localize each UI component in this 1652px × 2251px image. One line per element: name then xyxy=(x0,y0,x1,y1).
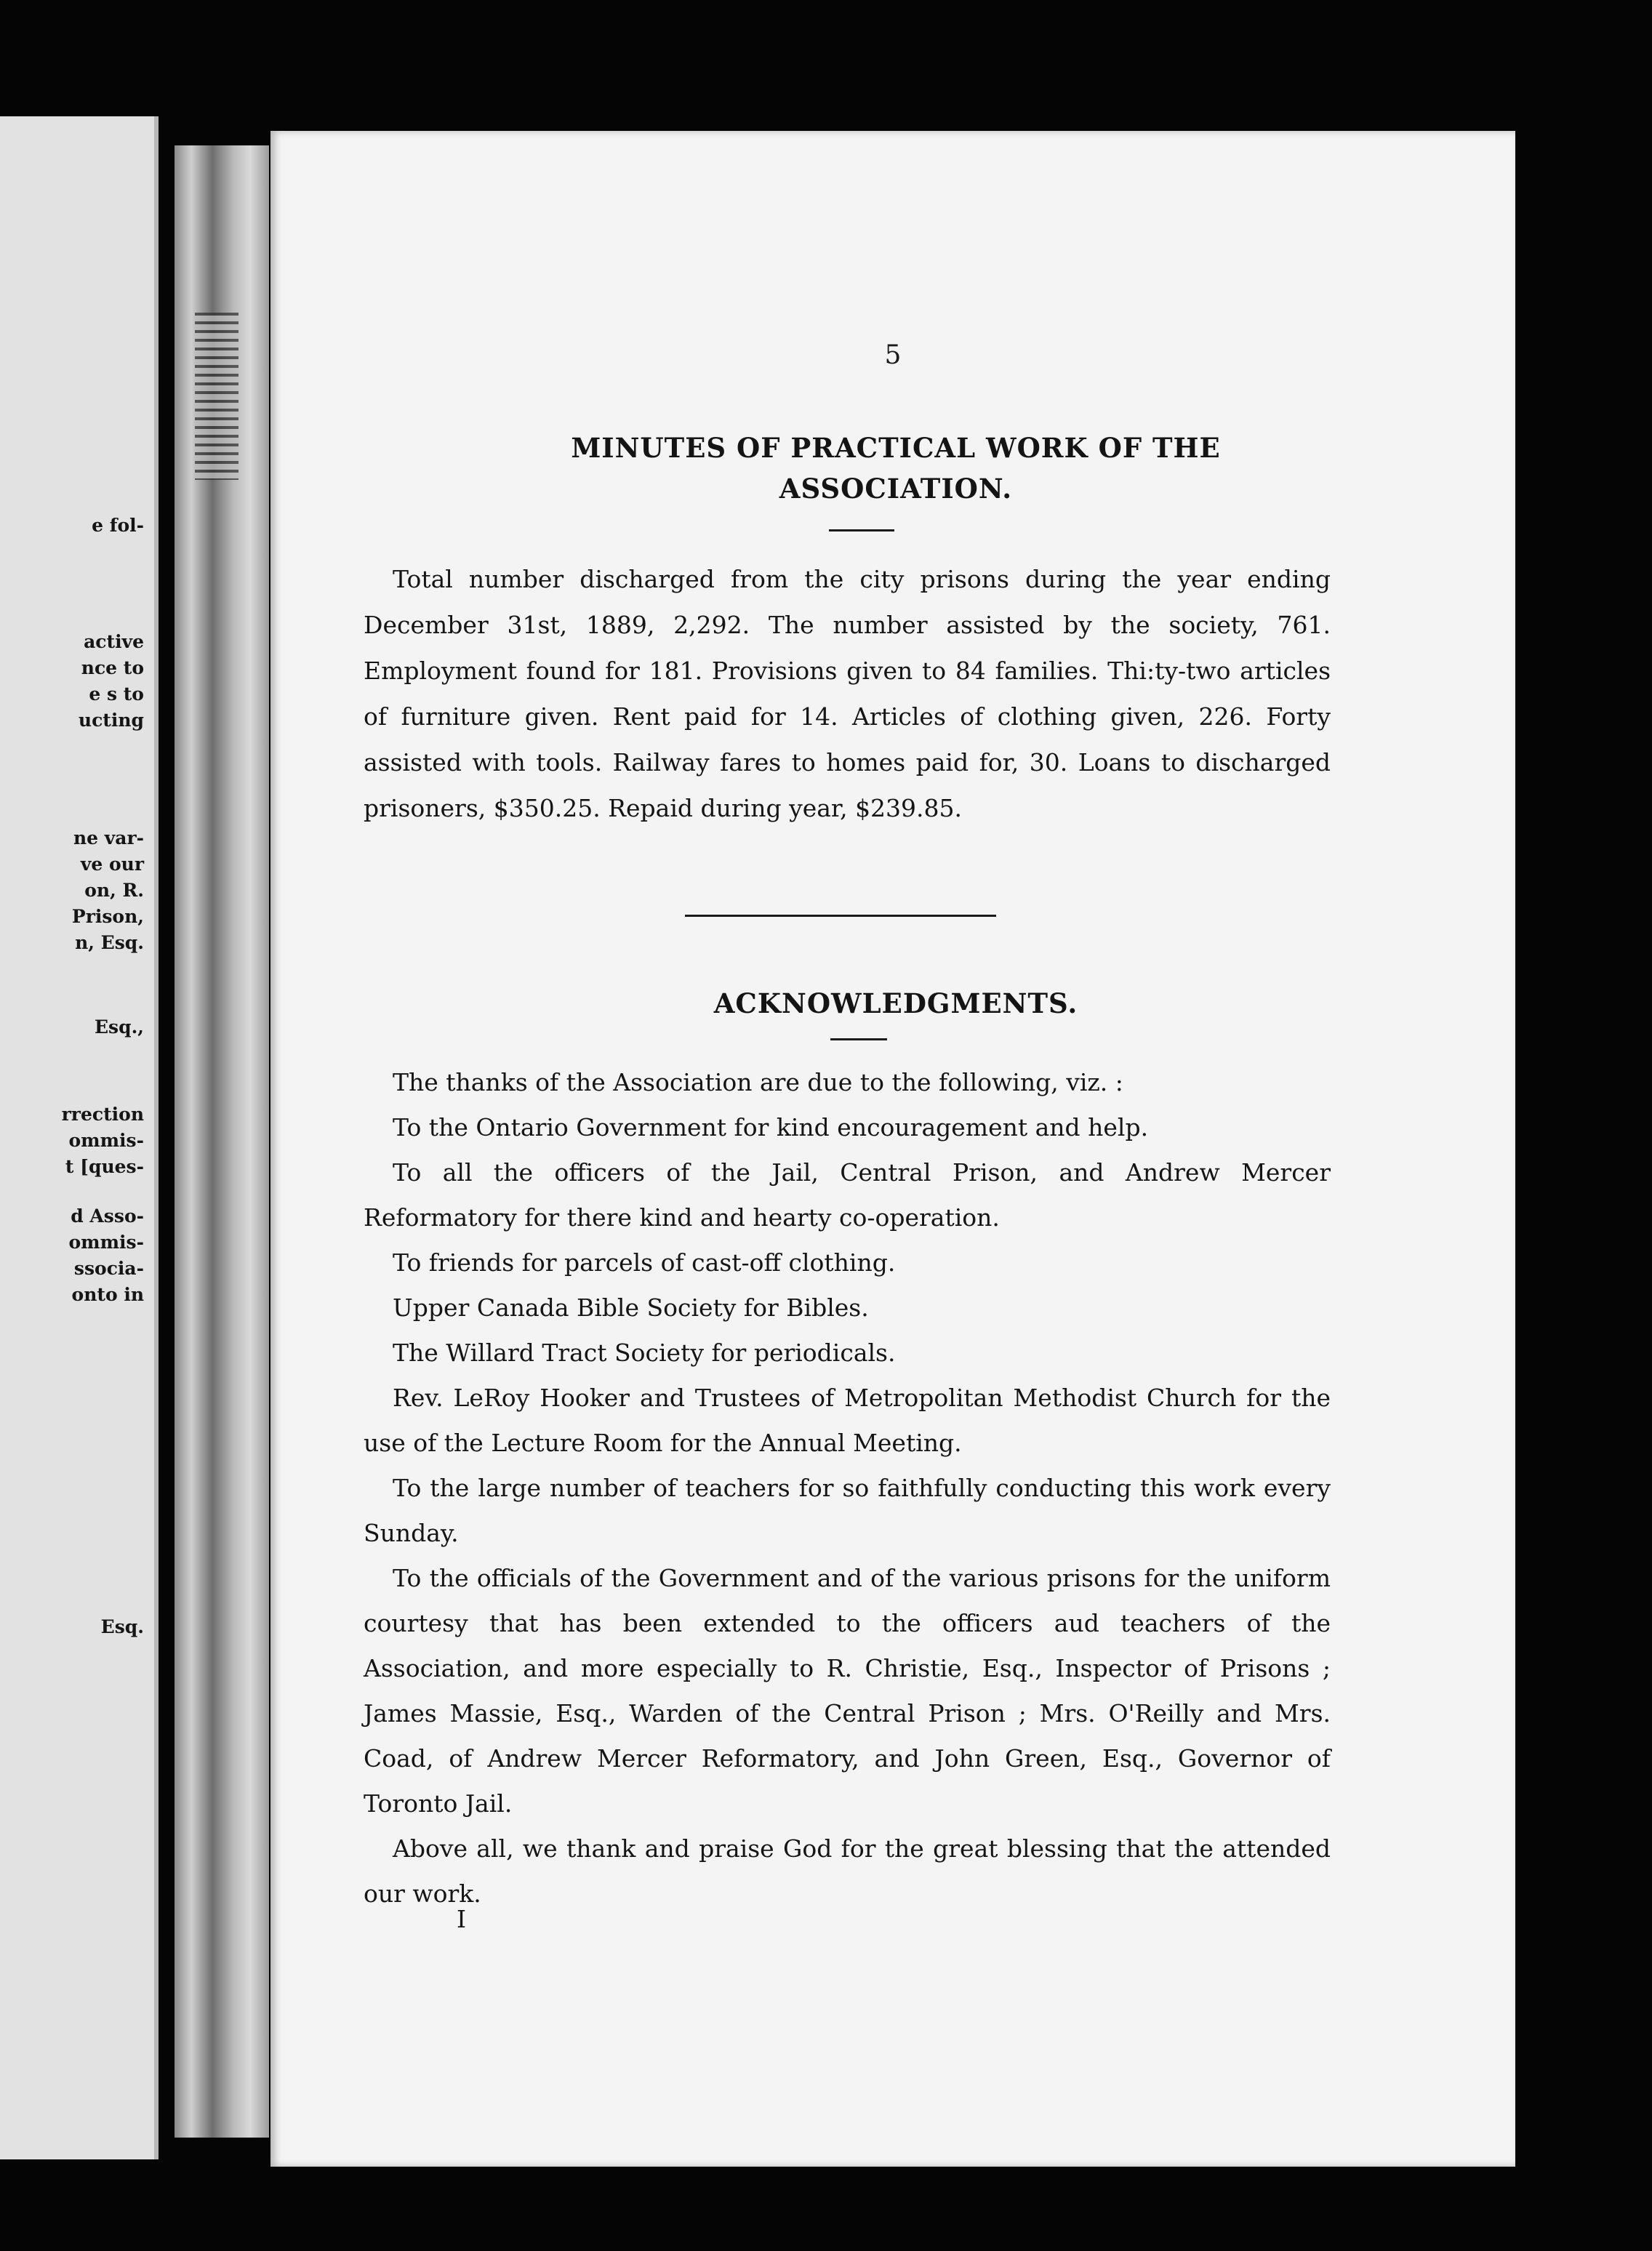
acknowledgment-paragraph: To friends for parcels of cast-off clothing. xyxy=(393,1248,896,1277)
left-page-fragment: Prison, xyxy=(71,906,144,927)
statistics-paragraph: Total number discharged from the city prisons during the year ending December 31st, 1889, 2,292. The number assisted by the society, 761. Employment found for 181. Provisions given to 84 families. Thi:ty-two articles of furniture given. Rent paid for 14. Articles of clothing given, 226. Forty assisted with tools. Railway fares to homes paid for, 30. Loans to discharged prisoners, $350.25. Repaid during year, $239.85. xyxy=(364,565,1331,822)
left-page-fragment: ucting xyxy=(78,710,144,731)
left-page-fragment: t [ques- xyxy=(65,1156,144,1177)
left-page-fragment: ve our xyxy=(80,854,144,875)
left-page-fragment: ne var- xyxy=(73,827,144,848)
left-page-fragment: e s to xyxy=(89,683,144,705)
left-page-fragment: ommis- xyxy=(68,1232,144,1253)
document-page xyxy=(270,131,1515,2167)
left-page-fragment: nce to xyxy=(81,657,144,678)
signoff-mark: I xyxy=(457,1905,467,1933)
left-adjoining-page xyxy=(0,116,159,2159)
title-rule xyxy=(829,529,894,531)
acknowledgment-paragraph: Above all, we thank and praise God for the great blessing that the attended our work. xyxy=(364,1834,1331,1908)
acknowledgments-section xyxy=(364,1060,1331,1917)
acknowledgment-paragraph: Rev. LeRoy Hooker and Trustees of Metropolitan Methodist Church for the use of the Lecture Room for the Annual Meeting. xyxy=(364,1384,1331,1457)
spine-binding-pattern xyxy=(195,313,238,480)
left-page-fragment: on, R. xyxy=(84,880,144,901)
left-page-fragment: rrection xyxy=(61,1104,144,1125)
acknowledgment-paragraph: To the Ontario Government for kind encouragement and help. xyxy=(393,1113,1149,1141)
acknowledgments-heading: ACKNOWLEDGMENTS. xyxy=(713,987,1078,1019)
left-page-fragment: e fol- xyxy=(92,515,144,536)
left-page-fragment: d Asso- xyxy=(71,1205,144,1227)
left-page-fragment: Esq. xyxy=(100,1616,144,1637)
left-page-fragment: ssocia- xyxy=(73,1258,144,1279)
left-page-fragment: ommis- xyxy=(68,1130,144,1151)
acknowledgments-rule xyxy=(830,1038,887,1040)
book-spine xyxy=(175,145,269,2138)
page-title: MINUTES OF PRACTICAL WORK OF THE ASSOCIATION. xyxy=(571,432,1221,505)
acknowledgment-paragraph: The thanks of the Association are due to the following, viz. : xyxy=(393,1068,1123,1096)
left-page-fragment: n, Esq. xyxy=(75,932,144,953)
left-page-fragment: Esq., xyxy=(94,1016,144,1038)
acknowledgment-paragraph: The Willard Tract Society for periodicals. xyxy=(393,1339,896,1367)
acknowledgment-paragraph: To the large number of teachers for so faithfully conducting this work every Sunday. xyxy=(364,1474,1331,1547)
section-divider xyxy=(685,915,996,917)
acknowledgment-paragraph: Upper Canada Bible Society for Bibles. xyxy=(393,1293,869,1322)
acknowledgment-paragraph: To all the officers of the Jail, Central Prison, and Andrew Mercer Reformatory for there kind and hearty co-operation. xyxy=(364,1158,1331,1232)
left-page-fragment: active xyxy=(84,631,144,652)
statistics-section xyxy=(364,556,1331,831)
acknowledgment-paragraph: To the officials of the Government and of the various prisons for the uniform courtesy that has been extended to the officers aud teachers of the Association, and more especially to R. Christie, Esq., Inspector of Prisons ; James Massie, Esq., Warden of the Central Prison ; Mrs. O'Reilly and Mrs. Coad, of Andrew Mercer Reformatory, and John Green, Esq., Governor of Toronto Jail. xyxy=(364,1564,1331,1818)
left-page-fragment: onto in xyxy=(71,1284,144,1305)
page-number: 5 xyxy=(884,340,902,370)
